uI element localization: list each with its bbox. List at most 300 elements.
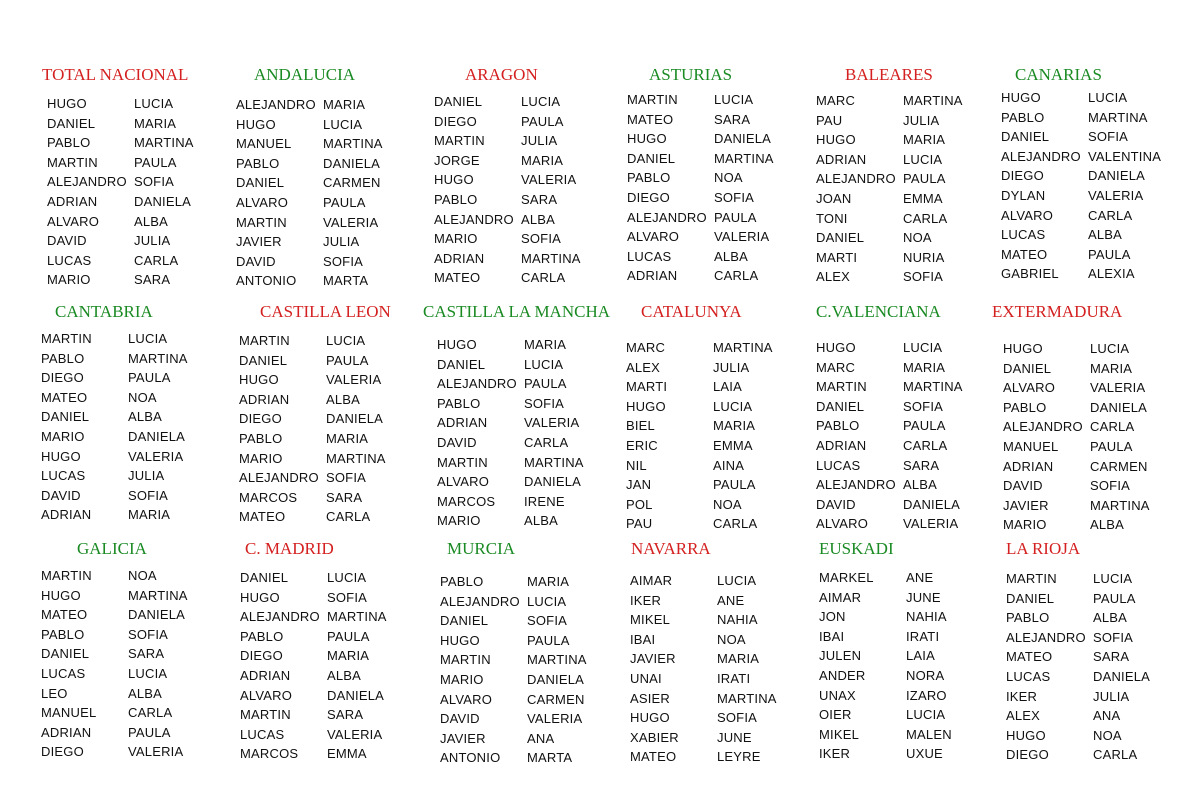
girl-name: ALBA [134,213,169,229]
boy-name: DIEGO [434,113,477,129]
girl-name: CARLA [903,437,948,453]
boy-name: PABLO [41,350,85,366]
boy-name: ALVARO [437,474,490,490]
boy-name: ALEJANDRO [1006,629,1086,645]
girl-name: UXUE [906,746,943,762]
boy-name: PAU [626,516,653,532]
boy-name: JON [819,609,846,625]
girl-name: CARLA [1088,207,1133,223]
girl-name: SARA [327,707,364,723]
boy-name: HUGO [1003,341,1043,356]
girl-name: MARTINA [903,93,963,108]
girl-name: LUCIA [717,573,757,588]
girl-name: LAIA [713,379,742,395]
girl-name: PAULA [128,370,171,386]
boy-name: DAVID [236,253,276,269]
boy-name: MARTIN [236,214,287,230]
boy-name: LUCAS [816,457,861,473]
boy-name: ALEJANDRO [816,477,896,493]
boy-name: ALEJANDRO [239,470,319,486]
girl-name: VALERIA [527,711,583,727]
girl-name: LUCIA [903,340,943,355]
girl-name: ALBA [128,685,163,701]
girl-name: CARMEN [527,691,585,707]
girl-name: ALBA [714,248,749,264]
girl-name: JULIA [134,233,171,249]
boy-name: MATEO [41,389,88,405]
boy-name: MANUEL [41,705,97,721]
boy-name: DIEGO [239,411,282,427]
boy-name: MARTIN [240,707,291,723]
girl-name: JULIA [521,133,558,149]
boy-name: POL [626,496,653,512]
girl-name: PAULA [327,628,370,644]
boy-name: ALEJANDRO [236,97,316,112]
girl-name: ALBA [1090,517,1125,533]
boy-name: ALVARO [440,691,493,707]
girl-name: MARTINA [714,150,774,166]
girl-name: MARTINA [327,609,387,625]
boy-name: DANIEL [1001,129,1050,145]
girl-name: DANIELA [903,496,961,512]
boy-name: LUCAS [1001,227,1046,243]
boy-name: HUGO [47,96,87,111]
girl-name: NAHIA [906,609,947,625]
girl-name: SOFIA [903,398,944,414]
boy-name: MARTI [816,249,858,265]
girl-name: PAULA [521,113,564,129]
boy-name: DANIEL [41,646,90,662]
girl-name: DANIELA [714,131,772,147]
boy-name: DIEGO [1006,747,1049,763]
boy-name: MARIO [437,513,481,529]
girl-name: MARTINA [713,340,773,355]
girl-name: ALBA [326,391,361,407]
boy-name: ADRIAN [437,415,488,431]
boy-name: MARTIN [440,652,491,668]
boy-name: LUCAS [240,726,285,742]
girl-name: MARTINA [128,587,188,603]
boy-name: HUGO [437,337,477,352]
girl-name: ALBA [327,667,362,683]
girl-name: MARTINA [128,350,188,366]
boy-name: MATEO [630,749,677,765]
girl-name: CARLA [521,270,566,286]
girl-name: JULIA [1093,688,1130,704]
girl-name: DANIELA [128,428,186,444]
girl-name: SOFIA [128,487,169,503]
girl-name: MARTINA [1088,109,1148,125]
girl-name: SARA [903,457,940,473]
boy-name: MARTIN [41,331,92,346]
girl-name: PAULA [713,477,756,493]
boy-name: ADRIAN [816,151,867,167]
boy-name: PABLO [816,418,860,434]
girl-name: AINA [713,457,745,473]
girl-name: IRATI [906,628,940,644]
boy-name: DANIEL [816,398,865,414]
boy-name: JULEN [819,648,862,664]
boy-name: MANUEL [236,136,292,152]
girl-name: JULIA [323,234,360,250]
girl-name: PAULA [1088,246,1131,262]
girl-name: IZARO [906,687,947,703]
boy-name: MARTIN [1006,571,1057,586]
girl-name: NAHIA [717,612,758,628]
boy-name: PABLO [41,626,85,642]
girl-name: DANIELA [527,671,585,687]
girl-name: JULIA [903,112,940,128]
boy-name: MARIO [1003,517,1047,533]
girl-name: CARMEN [1090,458,1148,474]
boy-name: JAVIER [236,234,282,250]
boy-name: MARCOS [240,746,299,762]
boy-name: PABLO [440,574,484,589]
boy-name: IKER [1006,688,1038,704]
boy-name: DANIEL [239,352,288,368]
boy-name: MARTIN [437,454,488,470]
girl-name: LUCIA [906,707,946,723]
boy-name: PABLO [1003,399,1047,415]
girl-name: MARTINA [323,136,383,152]
boy-name: ALVARO [240,687,293,703]
boy-name: TONI [816,210,848,226]
girl-name: MARTINA [521,250,581,266]
boy-name: JORGE [434,152,480,168]
girl-name: NURIA [903,249,945,265]
girl-name: MARTINA [903,379,963,395]
boy-name: JAVIER [440,730,486,746]
girl-name: LUCIA [527,593,567,609]
boy-name: MARC [816,93,856,108]
girl-name: ANE [906,570,934,585]
girl-name: PAULA [323,194,366,210]
region-title: GALICIA [77,539,147,558]
boy-name: HUGO [630,710,670,726]
boy-name: ADRIAN [627,268,678,284]
boy-name: MATEO [434,270,481,286]
girl-name: MARIA [524,337,567,352]
girl-name: SOFIA [521,231,562,247]
girl-name: ANA [527,730,555,746]
boy-name: ANDER [819,667,866,683]
boy-name: ALEJANDRO [816,171,896,187]
girl-name: ALBA [903,477,938,493]
girl-name: DANIELA [326,411,384,427]
girl-name: EMMA [903,190,943,206]
region-title: MURCIA [447,539,516,558]
girl-name: LUCIA [128,665,168,681]
boy-name: ALEJANDRO [440,593,520,609]
girl-name: MALEN [906,726,952,742]
boy-name: HUGO [626,398,666,414]
region-title: CANTABRIA [55,302,153,321]
region-title: C. MADRID [245,539,334,558]
girl-name: VALERIA [903,516,959,532]
girl-name: LUCIA [903,151,943,167]
boy-name: MARCOS [239,489,298,505]
boy-name: PAU [816,112,843,128]
girl-name: LUCIA [1088,90,1128,105]
girl-name: CARLA [903,210,948,226]
girl-name: VALERIA [327,726,383,742]
boy-name: ANTONIO [440,750,501,766]
boy-name: JAVIER [1003,497,1049,513]
boy-name: MARTI [626,379,668,395]
boy-name: ALEJANDRO [47,174,127,190]
girl-name: NOA [714,170,743,186]
boy-name: ALEX [1006,708,1041,724]
boy-name: HUGO [1001,90,1041,105]
girl-name: SOFIA [1093,629,1134,645]
girl-name: SARA [1093,649,1130,665]
girl-name: LUCIA [323,116,363,132]
boy-name: ALEJANDRO [434,211,514,227]
girl-name: CARMEN [323,175,381,191]
girl-name: VALERIA [128,448,184,464]
boy-name: ALVARO [236,194,289,210]
boy-name: DAVID [47,233,87,249]
boy-name: HUGO [627,131,667,147]
boy-name: DANIEL [1006,590,1055,606]
boy-name: DIEGO [1001,168,1044,184]
girl-name: ALBA [1093,610,1128,626]
girl-name: SOFIA [134,174,175,190]
region-title: CASTILLA LEON [260,302,391,321]
girl-name: JULIA [128,468,165,484]
boy-name: ALEJANDRO [437,376,517,392]
girl-name: VALERIA [1090,380,1146,396]
boy-name: JOAN [816,190,852,206]
boy-name: PABLO [1006,610,1050,626]
girl-name: DANIELA [327,687,385,703]
boy-name: ALEJANDRO [1001,148,1081,164]
girl-name: SOFIA [326,470,367,486]
boy-name: DAVID [437,434,477,450]
boy-name: LUCAS [41,468,86,484]
girl-name: LUCIA [1093,571,1133,586]
boy-name: IKER [630,592,662,608]
girl-name: MARIA [527,574,570,589]
girl-name: DANIELA [128,607,186,623]
boy-name: ADRIAN [41,724,92,740]
boy-name: MATEO [627,111,674,127]
boy-name: MARTIN [627,92,678,107]
girl-name: MARTINA [1090,497,1150,513]
boy-name: DANIEL [440,613,489,629]
girl-name: DANIELA [134,193,192,209]
boy-name: HUGO [240,589,280,605]
boy-name: HUGO [434,172,474,188]
girl-name: MARIA [134,115,177,131]
boy-name: MATEO [1001,246,1048,262]
boy-name: DANIEL [437,356,486,372]
boy-name: JAN [626,477,652,493]
girl-name: LUCIA [134,96,174,111]
boy-name: MARTIN [47,154,98,170]
girl-name: NOA [1093,727,1122,743]
girl-name: MARTINA [524,454,584,470]
girl-name: EMMA [713,437,753,453]
boy-name: MARC [816,359,856,375]
region-title: CASTILLA LA MANCHA [423,302,611,321]
girl-name: SOFIA [524,395,565,411]
girl-name: VALERIA [128,744,184,760]
girl-name: ALBA [128,409,163,425]
girl-name: JUNE [717,729,752,745]
girl-name: SOFIA [527,613,568,629]
boy-name: ALVARO [1003,380,1056,396]
boy-name: DANIEL [1003,360,1052,376]
region-title: EXTERMADURA [992,302,1123,321]
region-title: ANDALUCIA [254,65,356,84]
girl-name: MARIA [128,507,171,523]
boy-name: MATEO [1006,649,1053,665]
boy-name: PABLO [236,155,280,171]
girl-name: SOFIA [1088,129,1129,145]
girl-name: PAULA [524,376,567,392]
region-title: CANARIAS [1015,65,1102,84]
girl-name: PAULA [1093,590,1136,606]
boy-name: DIEGO [41,370,84,386]
boy-name: LUCAS [1006,668,1051,684]
region-title: BALEARES [845,65,933,84]
girl-name: MARIA [713,418,756,434]
boy-name: DAVID [816,496,856,512]
girl-name: LUCIA [714,92,754,107]
girl-name: MARIA [323,97,366,112]
girl-name: NOA [903,230,932,246]
boy-name: MARIO [440,671,484,687]
boy-name: MANUEL [1003,438,1059,454]
girl-name: EMMA [327,746,367,762]
girl-name: SOFIA [323,253,364,269]
boy-name: DYLAN [1001,187,1046,203]
girl-name: LEYRE [717,749,761,765]
boy-name: OIER [819,707,852,723]
girl-name: VALERIA [326,372,382,388]
girl-name: SARA [326,489,363,505]
boy-name: PABLO [240,628,284,644]
girl-name: MARTA [323,273,369,289]
girl-name: LUCIA [713,398,753,414]
boy-name: ANTONIO [236,273,297,289]
region-title: ARAGON [465,65,538,84]
girl-name: VALERIA [323,214,379,230]
girl-name: NOA [717,631,746,647]
girl-name: MARIA [903,132,946,148]
boy-name: DAVID [1003,478,1043,494]
region-title: ASTURIAS [649,65,733,84]
girl-name: PAULA [903,418,946,434]
boy-name: ALEJANDRO [627,209,707,225]
girl-name: MARIA [327,648,370,664]
girl-name: CARLA [134,252,179,268]
girl-name: ANE [717,592,745,608]
girl-name: CARLA [1093,747,1138,763]
girl-name: ANA [1093,708,1121,724]
boy-name: DANIEL [434,94,483,109]
girl-name: SOFIA [717,710,758,726]
boy-name: DANIEL [240,570,289,585]
boy-name: ADRIAN [816,437,867,453]
boy-name: ASIER [630,690,671,706]
girl-name: PAULA [714,209,757,225]
girl-name: DANIELA [1090,399,1148,415]
boy-name: HUGO [41,587,81,603]
boy-name: PABLO [627,170,671,186]
girl-name: SOFIA [327,589,368,605]
region-title: CATALUNYA [641,302,742,321]
boy-name: PABLO [47,135,91,151]
girl-name: ALBA [1088,227,1123,243]
girl-name: PAULA [128,724,171,740]
boy-name: ADRIAN [1003,458,1054,474]
boy-name: MATEO [41,607,88,623]
region-title: TOTAL NACIONAL [42,65,189,84]
boy-name: ERIC [626,437,658,453]
boy-name: BIEL [626,418,655,434]
boy-name: DIEGO [41,744,84,760]
boy-name: HUGO [236,116,276,132]
girl-name: VALERIA [521,172,577,188]
boy-name: UNAX [819,687,856,703]
boy-name: PABLO [437,395,481,411]
girl-name: SARA [714,111,751,127]
boy-name: PABLO [434,191,478,207]
girl-name: PAULA [527,632,570,648]
boy-name: ADRIAN [239,391,290,407]
girl-name: VALENTINA [1088,148,1162,164]
girl-name: LUCIA [128,331,168,346]
boy-name: ADRIAN [434,250,485,266]
girl-name: NOA [128,568,157,583]
girl-name: DANIELA [1093,668,1151,684]
girl-name: SOFIA [1090,478,1131,494]
girl-name: SOFIA [903,269,944,285]
girl-name: MARIA [1090,360,1133,376]
boy-name: HUGO [816,340,856,355]
boy-name: PABLO [1001,109,1045,125]
boy-name: MARTIN [239,333,290,348]
girl-name: SARA [134,272,171,288]
girl-name: IRATI [717,670,751,686]
boy-name: HUGO [239,372,279,388]
girl-name: LUCIA [1090,341,1130,356]
region-title: NAVARRA [631,539,711,558]
boy-name: HUGO [816,132,856,148]
boy-name: IBAI [630,631,656,647]
boy-name: DANIEL [47,115,96,131]
boy-name: DAVID [41,487,81,503]
boy-name: GABRIEL [1001,266,1059,282]
boy-name: DANIEL [816,230,865,246]
boy-name: PABLO [239,430,283,446]
boy-name: MARTIN [434,133,485,149]
boy-name: LUCAS [41,665,86,681]
girl-name: CARLA [714,268,759,284]
boy-name: ALVARO [47,213,100,229]
girl-name: VALERIA [1088,187,1144,203]
boy-name: ALEX [816,269,851,285]
region-title: C.VALENCIANA [816,302,941,321]
girl-name: SARA [521,191,558,207]
boy-name: DIEGO [240,648,283,664]
girl-name: VALERIA [714,229,770,245]
girl-name: CARLA [326,509,371,525]
boy-name: MARIO [41,428,85,444]
boy-name: ADRIAN [240,667,291,683]
